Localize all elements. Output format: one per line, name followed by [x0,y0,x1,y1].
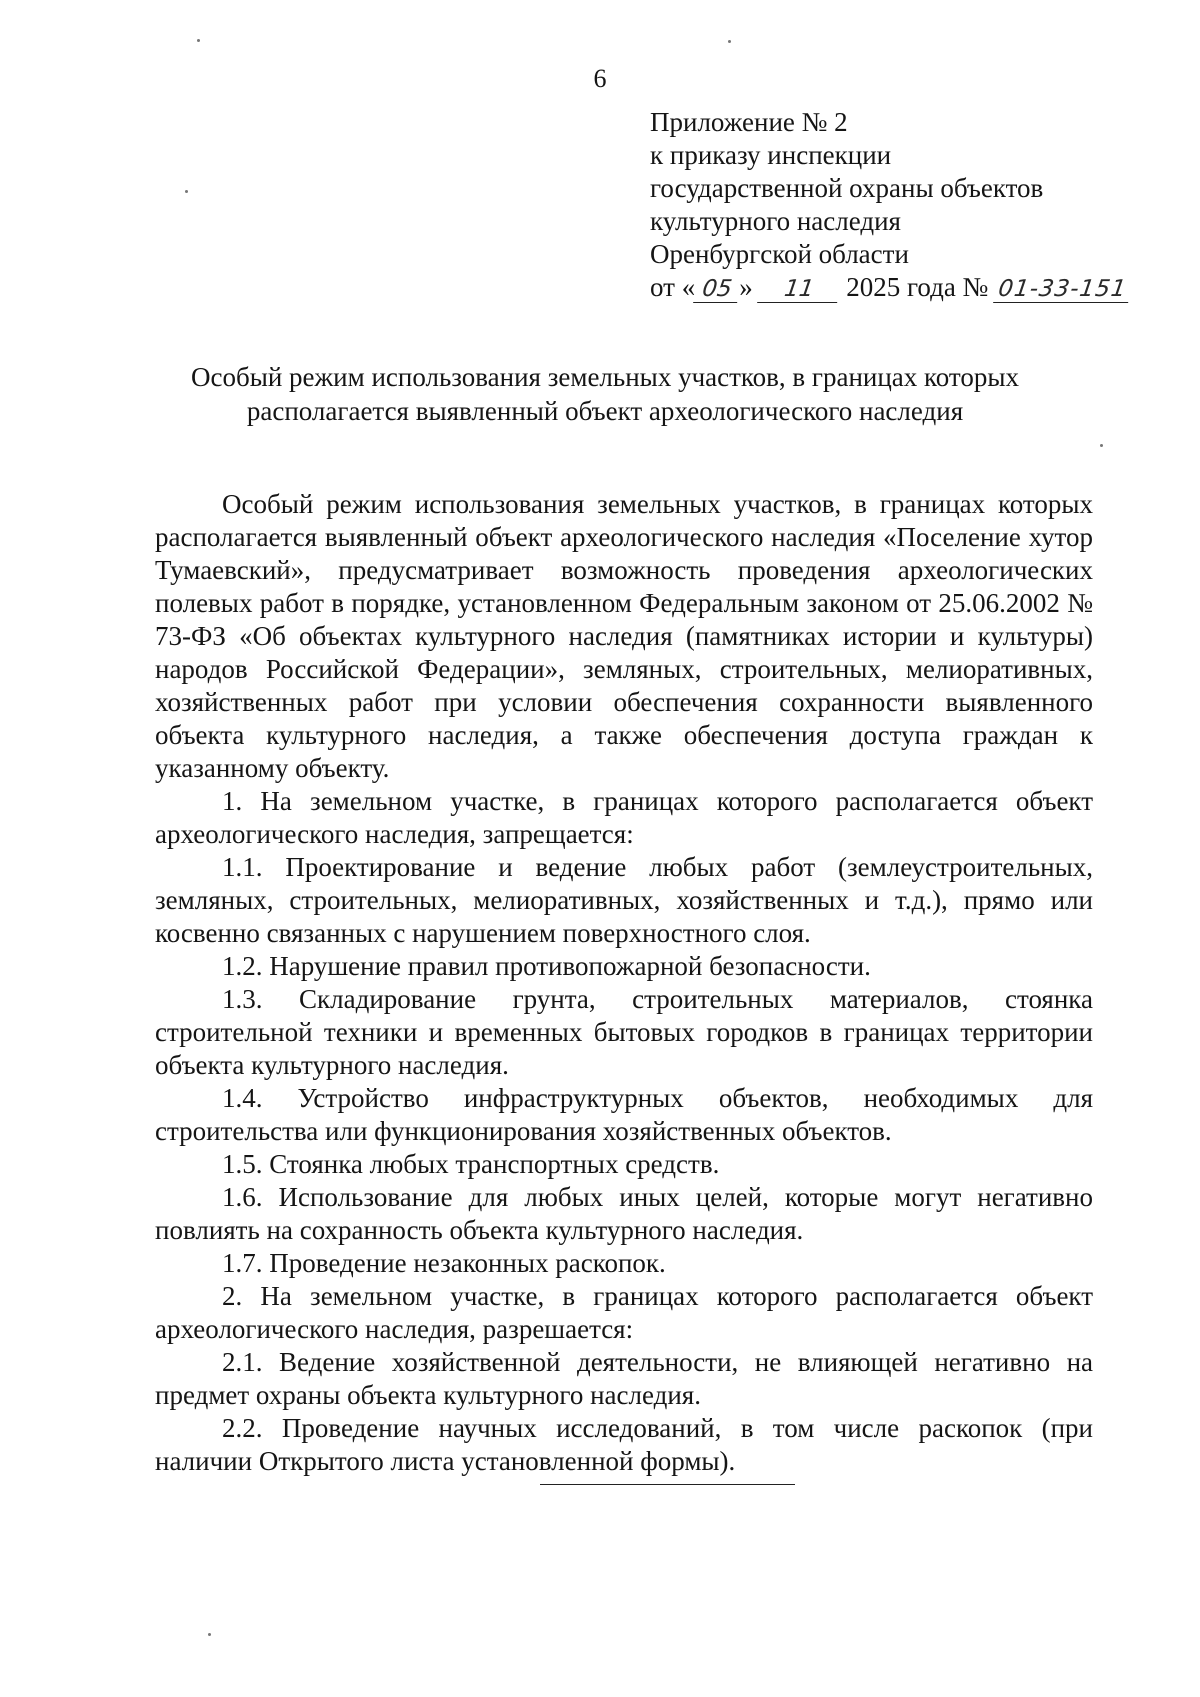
scan-speck [728,40,731,43]
title-line-2: располагается выявленный объект археологического наследия [246,396,964,426]
item-1-4: 1.4. Устройство инфраструктурных объектов, необходимых для строительства или функционирования хозяйственных объектов. [155,1083,1093,1146]
section-2-paragraph: 2. На земельном участке, в границах которого располагается объект археологического наследия, разрешается: [155,1281,1093,1344]
end-divider-line [540,1484,795,1485]
appendix-title: Приложение № 2 [650,107,848,137]
document-body [155,488,1093,1478]
appendix-line-inspection: государственной охраны объектов [650,173,1044,203]
appendix-line-order: к приказу инспекции [650,140,892,170]
appendix-line-region: Оренбургской области [650,239,909,269]
page-number: 6 [593,64,607,93]
appendix-line-heritage: культурного наследия [650,206,901,236]
scan-speck [208,1633,211,1636]
item-1-3: 1.3. Складирование грунта, строительных материалов, стоянка строительной техники и временных бытовых городков в границах территории объекта культурного наследия. [155,984,1093,1080]
item-2-2: 2.2. Проведение научных исследований, в том числе раскопок (при наличии Открытого листа установленной формы). [155,1413,1093,1476]
order-prefix: от « [650,272,696,302]
scan-speck [1100,444,1103,447]
scan-speck [185,190,188,193]
item-1-5: 1.5. Стоянка любых транспортных средств. [222,1149,720,1179]
document-title [140,360,1070,428]
order-year-text: 2025 года № [846,272,989,302]
item-1-6: 1.6. Использование для любых иных целей, которые могут негативно повлиять на сохранность объекта культурного наследия. [155,1182,1093,1245]
appendix-header [650,106,1170,304]
scan-speck [197,39,200,42]
title-line-1: Особый режим использования земельных участков, в границах которых [190,362,1020,392]
intro-paragraph: Особый режим использования земельных участков, в границах которых располагается выявленный объект археологического наследия «Поселение хутор Тумаевский», предусматривает возможность проведения археологических полевых работ в порядке, установленном Федеральным законом от 25.06.2002 № 73-ФЗ «Об объектах культурного наследия (памятниках истории и культуры) народов Российской Федерации», земляных, строительных, мелиоративных, хозяйственных работ при условии обеспечения сохранности выявленного объекта культурного наследия, а также обеспечения доступа граждан к указанному объекту. [155,489,1093,783]
item-2-1: 2.1. Ведение хозяйственной деятельности, не влияющей негативно на предмет охраны объекта культурного наследия. [155,1347,1093,1410]
item-1-1: 1.1. Проектирование и ведение любых работ (землеустроительных, земляных, строительных, мелиоративных, хозяйственных и т.д.), прямо или косвенно связанных с нарушением поверхностного слоя. [155,852,1093,948]
section-1-paragraph: 1. На земельном участке, в границах которого располагается объект археологического наследия, запрещается: [155,786,1093,849]
order-quote-close: » [739,272,753,302]
order-number-handwritten: 01-33-151 [993,276,1132,303]
order-month-handwritten: 11 [758,276,842,303]
order-day-handwritten: 05 [693,276,741,303]
order-date-line [650,271,1170,304]
item-1-2: 1.2. Нарушение правил противопожарной безопасности. [222,951,871,981]
item-1-7: 1.7. Проведение незаконных раскопок. [222,1248,666,1278]
